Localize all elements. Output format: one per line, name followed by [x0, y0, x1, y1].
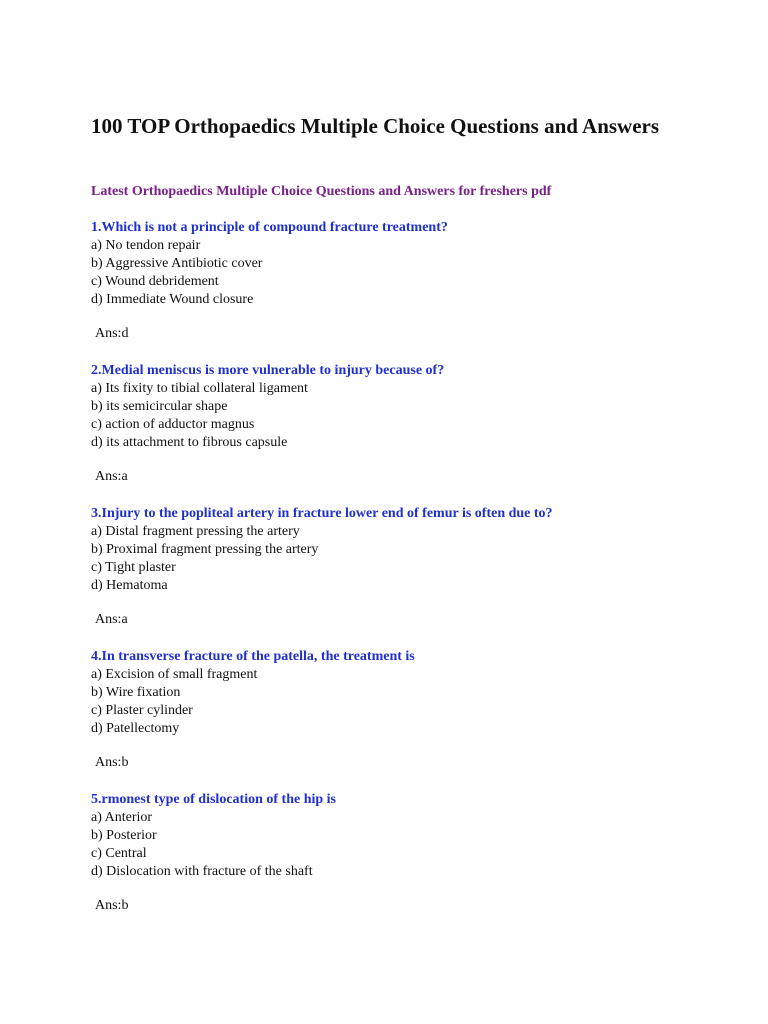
option-b: b) Aggressive Antibiotic cover	[91, 256, 263, 271]
document-subtitle: Latest Orthopaedics Multiple Choice Questions and Answers for freshers pdf	[91, 184, 552, 199]
question-text: 4.In transverse fracture of the patella, the treatment is	[91, 649, 415, 664]
option-d: d) Patellectomy	[91, 721, 180, 736]
option-c: c) Plaster cylinder	[91, 703, 193, 718]
option-b: b) Proximal fragment pressing the artery	[91, 542, 319, 557]
option-b: b) Wire fixation	[91, 685, 181, 700]
question-text: 5.rmonest type of dislocation of the hip is	[91, 792, 336, 807]
answer-text: Ans:a	[95, 612, 128, 627]
answer-text: Ans:b	[95, 755, 129, 770]
option-a: a) Excision of small fragment	[91, 667, 258, 682]
question-block-1	[91, 219, 731, 343]
option-c: c) Wound debridement	[91, 274, 219, 289]
option-c: c) action of adductor magnus	[91, 417, 255, 432]
option-a: a) Anterior	[91, 810, 153, 825]
option-b: b) Posterior	[91, 828, 157, 843]
option-c: c) Central	[91, 846, 147, 861]
option-c: c) Tight plaster	[91, 560, 176, 575]
option-b: b) its semicircular shape	[91, 399, 228, 414]
option-d: d) Dislocation with fracture of the shaft	[91, 864, 313, 879]
option-a: a) Distal fragment pressing the artery	[91, 524, 300, 539]
document-title: 100 TOP Orthopaedics Multiple Choice Questions and Answers	[91, 114, 660, 138]
question-text: 3.Injury to the popliteal artery in fracture lower end of femur is often due to?	[91, 506, 553, 521]
question-text: 1.Which is not a principle of compound fracture treatment?	[91, 220, 448, 235]
answer-text: Ans:b	[95, 898, 129, 913]
answer-text: Ans:d	[95, 326, 129, 341]
answer-text: Ans:a	[95, 469, 128, 484]
option-a: a) No tendon repair	[91, 238, 201, 253]
question-block-2	[91, 362, 731, 486]
question-block-5	[91, 791, 731, 915]
option-d: d) Immediate Wound closure	[91, 292, 254, 307]
question-block-4	[91, 648, 731, 772]
option-d: d) Hematoma	[91, 578, 168, 593]
option-a: a) Its fixity to tibial collateral ligament	[91, 381, 308, 396]
option-d: d) its attachment to fibrous capsule	[91, 435, 288, 450]
question-text: 2.Medial meniscus is more vulnerable to injury because of?	[91, 363, 445, 378]
question-block-3	[91, 505, 731, 629]
